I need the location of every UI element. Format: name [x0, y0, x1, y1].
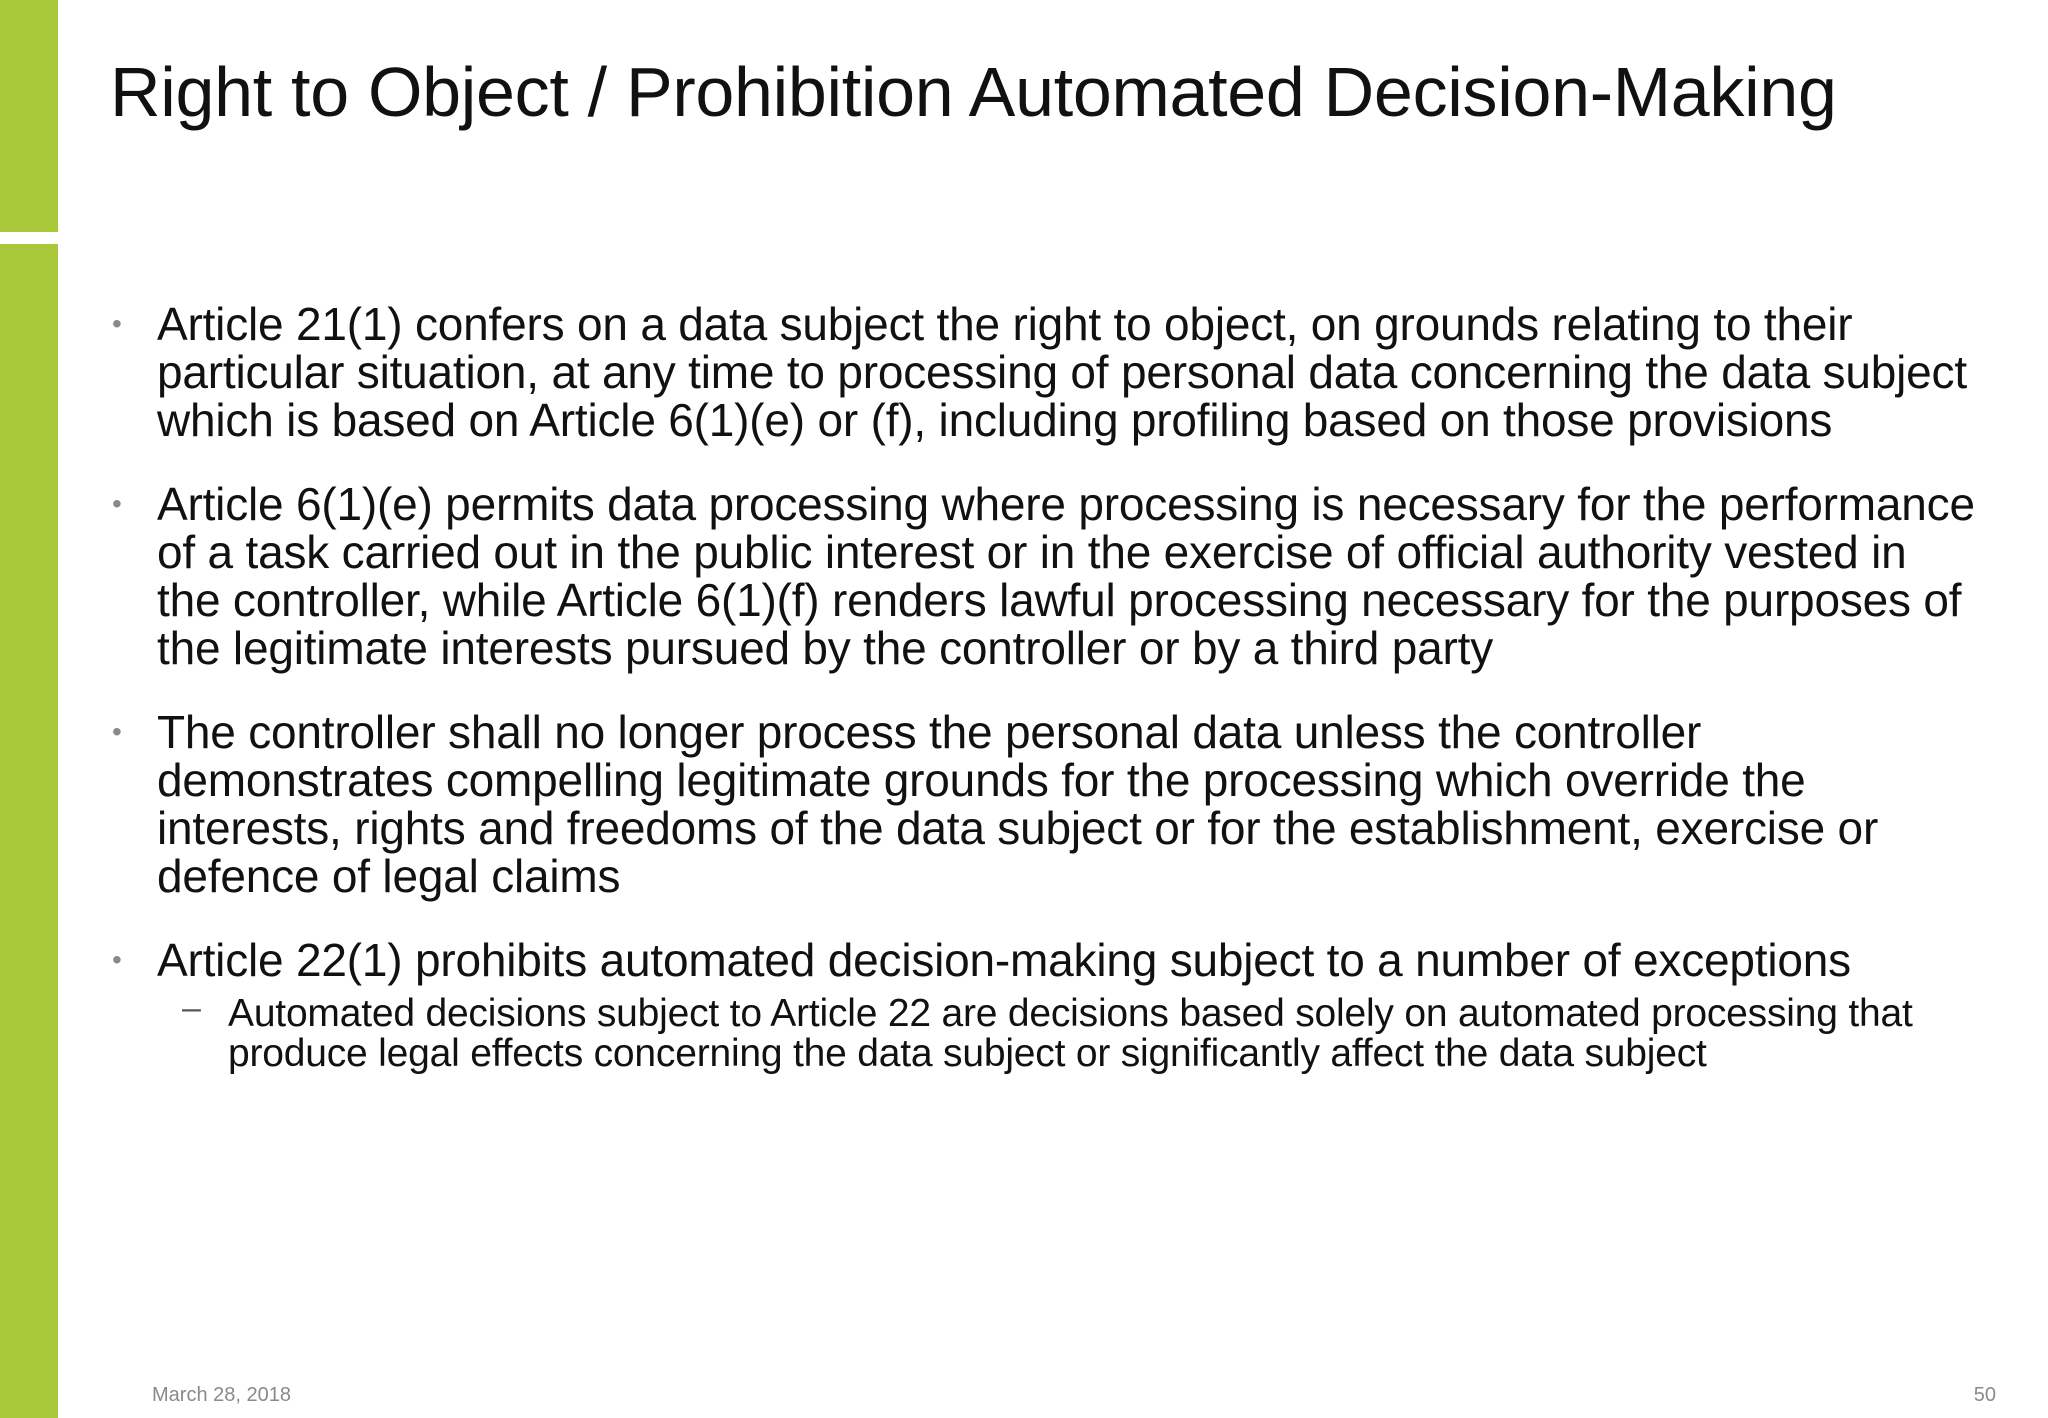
bullet-item	[110, 936, 1980, 984]
sub-bullet-dash: –	[182, 989, 201, 1027]
bullet-text: Article 6(1)(e) permits data processing where processing is necessary for the performance of a task carried out in the public interest or in the exercise of official authority vested in the controller, while Article 6(1)(f) renders lawful processing necessary for the purposes of the legitimate interests pursued by the controller or by a third party	[157, 478, 1975, 674]
slide-content	[110, 300, 1980, 1074]
footer-page-number: 50	[1973, 1384, 1996, 1406]
bullet-text: Article 22(1) prohibits automated decision-making subject to a number of exceptions	[157, 934, 1851, 986]
bullet-item	[110, 300, 1980, 444]
bullet-text: Article 21(1) confers on a data subject the right to object, on grounds relating to their particular situation, at any time to processing of personal data concerning the data subject which is based on Article 6(1)(e) or (f), including profiling based on those provisions	[157, 298, 1967, 446]
bullet-item	[110, 480, 1980, 672]
bullet-dot: •	[112, 488, 122, 519]
slide-title: Right to Object / Prohibition Automated Decision-Making	[110, 53, 1837, 131]
accent-bar-bottom	[0, 244, 58, 1418]
bullet-item	[110, 708, 1980, 900]
bullet-dot: •	[112, 716, 122, 747]
footer-date: March 28, 2018	[152, 1384, 291, 1406]
bullet-dot: •	[112, 308, 122, 339]
sub-bullet-text: Automated decisions subject to Article 22 are decisions based solely on automated processing that produce legal effects concerning the data subject or significantly affect the data subject	[228, 992, 1913, 1075]
sub-bullet-item	[110, 989, 1980, 1075]
accent-bar-top	[0, 0, 58, 232]
bullet-text: The controller shall no longer process the personal data unless the controller demonstrates compelling legitimate grounds for the processing which override the interests, rights and freedoms of the data subject or for the establishment, exercise or defence of legal claims	[157, 706, 1879, 902]
bullet-dot: •	[112, 944, 122, 975]
